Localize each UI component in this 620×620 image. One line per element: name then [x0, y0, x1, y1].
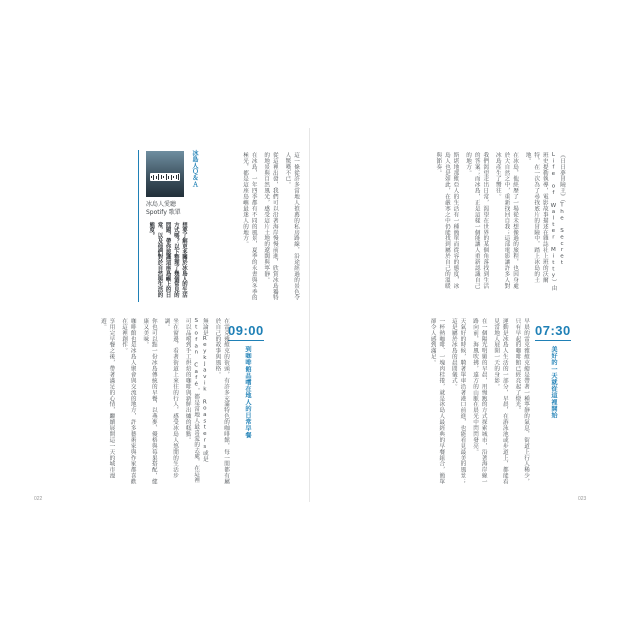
page-number: 023 — [578, 496, 587, 502]
paragraph: 在一個陽光明媚的早晨，用慢跑的方式探索城市，沿著海岸線一路向前，海風吹拂，遠方的山脈在晨光中閃閃發亮。 — [472, 318, 487, 485]
sidebar-title: 冰島人Ｑ＆Ａ — [191, 150, 198, 188]
page-number: 022 — [34, 496, 43, 502]
paragraph: 一杯熱咖啡、一塊肉桂捲，就是冰島人最經典的早餐組合，簡單卻令人感到滿足。 — [429, 318, 445, 485]
paragraph: 在冰島，一年四季都有不同的風景，夏季的永晝與冬季的極光，都是這座島嶼最迷人的地方。 — [242, 152, 257, 301]
paragraph: 我們渴望走出日常，渴望在世界的某個角落找到生活的答案；而冰島，正是這樣一個能讓人重新認識自己的地方。 — [465, 152, 489, 289]
time-label: 09:00 — [228, 323, 264, 338]
time-rule — [535, 340, 571, 341]
paragraph: 《日日夢冒險王》（The Secret Life of Walter Mitty）由班史提勒執導，電影故事描述在雜誌社上班的沃爾特，在一次為了尋找底片的冒險中，踏上冰島的土地。 — [524, 152, 565, 291]
spotify-caption-line2: Spotify 歌單 — [146, 209, 181, 216]
time-rule — [228, 340, 264, 341]
paragraph: 天氣好的時候，騎著單車沿著港口前進，也能看見最美的風景；這是屬於冰島的晨間儀式。 — [450, 318, 466, 485]
section-title: 到咖啡館品嚐在地人的日常早餐 — [244, 346, 251, 439]
paragraph: 運動是冰島人生活的一部分，早晨，在游泳池或步道上，都能看見當地人展開一天的身影。 — [493, 318, 508, 485]
time-label: 07:30 — [535, 323, 571, 338]
paragraph: 坐在窗邊，看著街道上來往的行人，感受冰島人悠閒的生活步調。 — [163, 318, 179, 479]
sidebar-rule — [138, 150, 139, 302]
right-section-text — [334, 318, 530, 486]
section-title: 美好的一天就從這裡開始 — [550, 346, 557, 419]
spotify-caption-line1: 冰島人愛聽 — [146, 201, 177, 208]
paragraph: 咖啡館也是冰島人聚會與交流的地方，許多藝術家與作家都喜歡在這裡創作。 — [121, 318, 136, 485]
spotify-code-image — [146, 151, 184, 197]
right-intro-text — [334, 152, 566, 294]
page-gutter — [309, 128, 310, 502]
paragraph: 在冰島，他經歷了一場從未想像過的旅程，也因身處於大自然之中，重新找回自我；這部電影讓許多人對冰島產生了嚮往。 — [494, 152, 519, 289]
paragraph: 斯堪地那維亞人的生活有一種簡單而從容的態度，冰島人也是如此，在嚴寒之中仍能找到屬於自己的溫暖與節奏。 — [435, 152, 459, 289]
paragraph: 這一條從許多當地人推薦的私房路線，沿途經過的景色令人驚嘆不已。 — [284, 152, 299, 301]
left-upper-text — [200, 152, 300, 302]
paragraph: 從這裡出發，我們可以沿著海岸慢慢前進，欣賞冰島獨特的地景與自然風光，感受這片土地的遼闊與寧靜。 — [263, 152, 278, 301]
left-section-text — [99, 318, 230, 486]
paragraph: 在雷克雅維克的街頭，有許多充滿特色的咖啡館，每一間都有屬於自己的故事與風格。 — [214, 318, 229, 485]
spotify-code-icon — [150, 173, 180, 181]
paragraph: 早晨的雷克雅維克總是帶著一種寧靜的氣息，街道上行人稀少，只有早起的咖啡館已經亮起了燈光。 — [514, 318, 529, 485]
paragraph: 無論是Reykjavik Roasters或是Stofan Café，都是當地人最喜愛的去處，在這裡可以品嚐到手工烘焙的咖啡與新鮮出爐的糕點。 — [184, 318, 208, 484]
paragraph: 享用完早餐之後，帶著滿足的心情，繼續展開這一天的城市漫遊。 — [99, 318, 115, 479]
sidebar-text: 想要了解更多關於冰島人的生活方式嗎？以下整理了幾個常見的問題，帶你認識這座島嶼上的日常，以及他們對於自然與生活的態度。 — [148, 222, 187, 298]
paragraph: 你也可以點一份冰島傳統的早餐，以燕麥、優格與莓果搭配，健康又美味。 — [142, 318, 157, 485]
